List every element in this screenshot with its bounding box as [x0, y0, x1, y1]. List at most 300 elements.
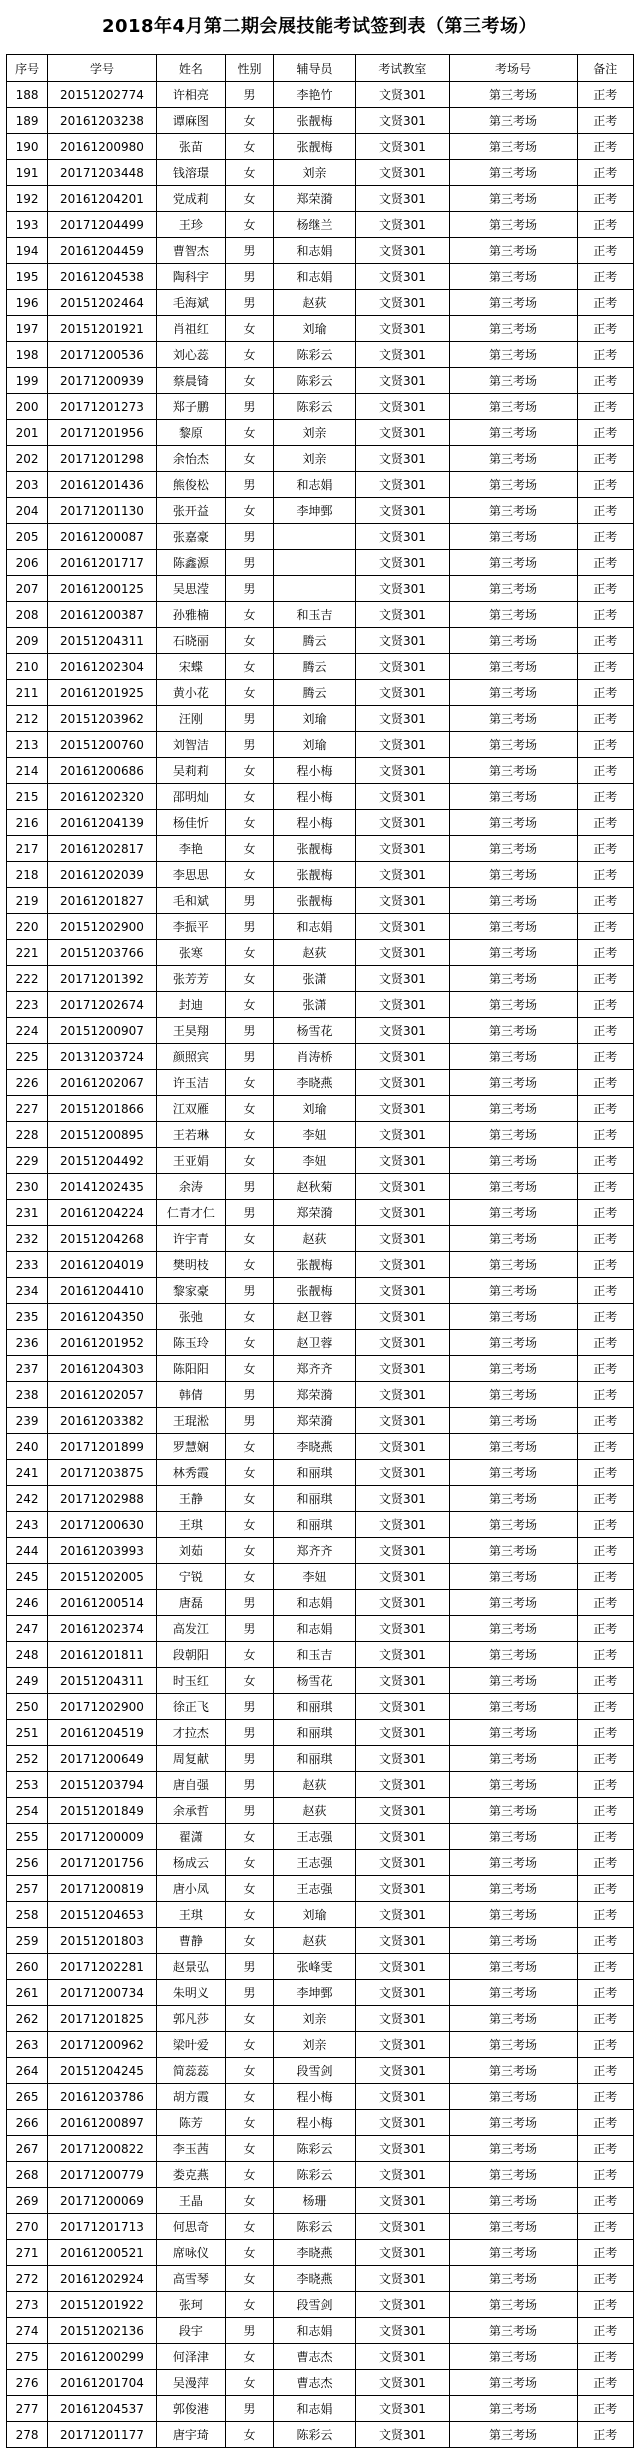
cell-seq: 252 [7, 1746, 48, 1772]
table-row [7, 1772, 634, 1798]
cell-exam-site: 第三考场 [449, 1850, 577, 1876]
cell-name: 王静 [156, 1486, 225, 1512]
cell-seq: 224 [7, 1018, 48, 1044]
cell-exam-room: 文贤301 [356, 1824, 449, 1850]
cell-exam-site: 第三考场 [449, 186, 577, 212]
cell-student-id: 20171204499 [48, 212, 156, 238]
cell-student-id: 20161201827 [48, 888, 156, 914]
cell-gender: 男 [226, 82, 274, 108]
cell-name: 娄克燕 [156, 2162, 225, 2188]
cell-name: 刘茹 [156, 1538, 225, 1564]
cell-student-id: 20161201436 [48, 472, 156, 498]
cell-gender: 女 [226, 2058, 274, 2084]
cell-exam-room: 文贤301 [356, 2162, 449, 2188]
cell-name: 宋蝶 [156, 654, 225, 680]
cell-student-id: 20171200939 [48, 368, 156, 394]
cell-gender: 女 [226, 2188, 274, 2214]
table-header-row [7, 55, 634, 82]
cell-student-id: 20171203875 [48, 1460, 156, 1486]
cell-remark: 正考 [577, 2318, 633, 2344]
cell-name: 林秀霞 [156, 1460, 225, 1486]
cell-exam-room: 文贤301 [356, 1746, 449, 1772]
cell-name: 孙雅楠 [156, 602, 225, 628]
cell-gender: 男 [226, 732, 274, 758]
cell-exam-room: 文贤301 [356, 706, 449, 732]
cell-seq: 274 [7, 2318, 48, 2344]
cell-gender: 女 [226, 2370, 274, 2396]
cell-exam-room: 文贤301 [356, 342, 449, 368]
cell-name: 颜照宾 [156, 1044, 225, 1070]
cell-name: 王昊翔 [156, 1018, 225, 1044]
cell-counselor: 李妞 [273, 1148, 355, 1174]
cell-student-id: 20161202304 [48, 654, 156, 680]
cell-gender: 男 [226, 914, 274, 940]
cell-name: 郑子鹏 [156, 394, 225, 420]
cell-counselor: 张靓梅 [273, 888, 355, 914]
cell-counselor: 王志强 [273, 1876, 355, 1902]
cell-counselor: 王志强 [273, 1850, 355, 1876]
cell-remark: 正考 [577, 1044, 633, 1070]
cell-exam-room: 文贤301 [356, 940, 449, 966]
cell-exam-room: 文贤301 [356, 1408, 449, 1434]
cell-gender: 女 [226, 446, 274, 472]
cell-exam-site: 第三考场 [449, 602, 577, 628]
cell-seq: 242 [7, 1486, 48, 1512]
cell-exam-site: 第三考场 [449, 264, 577, 290]
cell-remark: 正考 [577, 264, 633, 290]
table-row [7, 1668, 634, 1694]
cell-name: 吴漫萍 [156, 2370, 225, 2396]
table-row [7, 2058, 634, 2084]
cell-exam-room: 文贤301 [356, 1668, 449, 1694]
cell-name: 许相亮 [156, 82, 225, 108]
table-body [7, 82, 634, 2448]
cell-name: 王若琳 [156, 1122, 225, 1148]
cell-counselor: 张潇 [273, 966, 355, 992]
table-row [7, 212, 634, 238]
table-row [7, 992, 634, 1018]
cell-gender: 女 [226, 1148, 274, 1174]
cell-seq: 246 [7, 1590, 48, 1616]
cell-exam-site: 第三考场 [449, 1356, 577, 1382]
cell-remark: 正考 [577, 524, 633, 550]
cell-student-id: 20161204537 [48, 2396, 156, 2422]
cell-exam-site: 第三考场 [449, 1408, 577, 1434]
cell-student-id: 20151203794 [48, 1772, 156, 1798]
table-row [7, 1226, 634, 1252]
cell-seq: 247 [7, 1616, 48, 1642]
cell-name: 刘智洁 [156, 732, 225, 758]
cell-name: 张弛 [156, 1304, 225, 1330]
cell-remark: 正考 [577, 186, 633, 212]
cell-exam-site: 第三考场 [449, 1668, 577, 1694]
cell-remark: 正考 [577, 1200, 633, 1226]
cell-exam-site: 第三考场 [449, 82, 577, 108]
cell-exam-room: 文贤301 [356, 758, 449, 784]
cell-exam-site: 第三考场 [449, 446, 577, 472]
cell-gender: 女 [226, 498, 274, 524]
cell-exam-room: 文贤301 [356, 1252, 449, 1278]
cell-gender: 女 [226, 2110, 274, 2136]
cell-remark: 正考 [577, 368, 633, 394]
cell-name: 张寒 [156, 940, 225, 966]
cell-remark: 正考 [577, 1564, 633, 1590]
cell-exam-site: 第三考场 [449, 2240, 577, 2266]
cell-seq: 214 [7, 758, 48, 784]
cell-remark: 正考 [577, 134, 633, 160]
cell-exam-site: 第三考场 [449, 1798, 577, 1824]
cell-name: 王珍 [156, 212, 225, 238]
header-exam-site: 考场号 [449, 55, 577, 82]
cell-remark: 正考 [577, 1694, 633, 1720]
cell-remark: 正考 [577, 1798, 633, 1824]
cell-exam-site: 第三考场 [449, 940, 577, 966]
cell-name: 梁叶爱 [156, 2032, 225, 2058]
cell-seq: 251 [7, 1720, 48, 1746]
cell-name: 石晓丽 [156, 628, 225, 654]
cell-exam-site: 第三考场 [449, 108, 577, 134]
cell-name: 樊明枝 [156, 1252, 225, 1278]
cell-counselor: 李晓燕 [273, 1434, 355, 1460]
cell-exam-room: 文贤301 [356, 238, 449, 264]
cell-exam-site: 第三考场 [449, 1486, 577, 1512]
cell-counselor: 陈彩云 [273, 2214, 355, 2240]
cell-counselor: 刘瑜 [273, 316, 355, 342]
cell-exam-site: 第三考场 [449, 2162, 577, 2188]
cell-student-id: 20161204538 [48, 264, 156, 290]
cell-seq: 243 [7, 1512, 48, 1538]
cell-gender: 女 [226, 1252, 274, 1278]
cell-name: 陈鑫源 [156, 550, 225, 576]
table-row [7, 160, 634, 186]
cell-student-id: 20161200521 [48, 2240, 156, 2266]
cell-remark: 正考 [577, 160, 633, 186]
cell-exam-room: 文贤301 [356, 2006, 449, 2032]
cell-student-id: 20161201925 [48, 680, 156, 706]
table-row [7, 1018, 634, 1044]
cell-seq: 269 [7, 2188, 48, 2214]
table-row [7, 1382, 634, 1408]
cell-counselor: 刘亲 [273, 2032, 355, 2058]
cell-seq: 205 [7, 524, 48, 550]
cell-exam-room: 文贤301 [356, 1928, 449, 1954]
cell-seq: 220 [7, 914, 48, 940]
cell-counselor: 陈彩云 [273, 2422, 355, 2448]
cell-remark: 正考 [577, 940, 633, 966]
table-row [7, 1304, 634, 1330]
cell-student-id: 20171201713 [48, 2214, 156, 2240]
cell-name: 韩倩 [156, 1382, 225, 1408]
cell-seq: 208 [7, 602, 48, 628]
cell-remark: 正考 [577, 2136, 633, 2162]
cell-counselor: 和志娟 [273, 238, 355, 264]
cell-seq: 213 [7, 732, 48, 758]
cell-gender: 男 [226, 472, 274, 498]
cell-student-id: 20151204268 [48, 1226, 156, 1252]
cell-student-id: 20151202464 [48, 290, 156, 316]
cell-gender: 女 [226, 784, 274, 810]
table-row [7, 1954, 634, 1980]
cell-remark: 正考 [577, 2188, 633, 2214]
table-row [7, 2084, 634, 2110]
cell-remark: 正考 [577, 1824, 633, 1850]
table-row [7, 316, 634, 342]
cell-counselor: 和志娟 [273, 2318, 355, 2344]
cell-name: 毛海斌 [156, 290, 225, 316]
cell-counselor: 赵荻 [273, 940, 355, 966]
cell-name: 唐自强 [156, 1772, 225, 1798]
cell-gender: 女 [226, 810, 274, 836]
cell-exam-site: 第三考场 [449, 1460, 577, 1486]
cell-seq: 219 [7, 888, 48, 914]
cell-remark: 正考 [577, 82, 633, 108]
cell-name: 谭麻图 [156, 108, 225, 134]
cell-name: 封迪 [156, 992, 225, 1018]
cell-exam-room: 文贤301 [356, 2188, 449, 2214]
table-row [7, 1616, 634, 1642]
cell-student-id: 20171201756 [48, 1850, 156, 1876]
cell-exam-site: 第三考场 [449, 1642, 577, 1668]
cell-exam-site: 第三考场 [449, 966, 577, 992]
cell-exam-site: 第三考场 [449, 524, 577, 550]
cell-student-id: 20161201811 [48, 1642, 156, 1668]
cell-counselor: 李晓燕 [273, 1070, 355, 1096]
cell-counselor: 李妞 [273, 1122, 355, 1148]
cell-counselor: 陈彩云 [273, 394, 355, 420]
cell-exam-site: 第三考场 [449, 394, 577, 420]
cell-seq: 239 [7, 1408, 48, 1434]
cell-exam-site: 第三考场 [449, 212, 577, 238]
table-row [7, 1720, 634, 1746]
table-row [7, 1798, 634, 1824]
cell-counselor: 赵秋菊 [273, 1174, 355, 1200]
cell-gender: 女 [226, 2422, 274, 2448]
cell-exam-room: 文贤301 [356, 2136, 449, 2162]
cell-counselor: 郑荣漪 [273, 1408, 355, 1434]
cell-name: 唐宇琦 [156, 2422, 225, 2448]
cell-seq: 211 [7, 680, 48, 706]
cell-exam-site: 第三考场 [449, 1538, 577, 1564]
cell-counselor: 赵荻 [273, 1772, 355, 1798]
cell-exam-room: 文贤301 [356, 914, 449, 940]
cell-seq: 256 [7, 1850, 48, 1876]
cell-counselor: 程小梅 [273, 758, 355, 784]
cell-counselor: 段雪剑 [273, 2058, 355, 2084]
cell-exam-site: 第三考场 [449, 1980, 577, 2006]
cell-seq: 248 [7, 1642, 48, 1668]
cell-seq: 237 [7, 1356, 48, 1382]
cell-remark: 正考 [577, 706, 633, 732]
table-row [7, 940, 634, 966]
cell-counselor: 刘亲 [273, 2006, 355, 2032]
cell-exam-site: 第三考场 [449, 160, 577, 186]
cell-remark: 正考 [577, 1278, 633, 1304]
header-gender: 性别 [226, 55, 274, 82]
cell-gender: 女 [226, 680, 274, 706]
cell-student-id: 20141202435 [48, 1174, 156, 1200]
cell-gender: 女 [226, 1512, 274, 1538]
cell-exam-site: 第三考场 [449, 316, 577, 342]
table-row [7, 368, 634, 394]
cell-name: 王晶 [156, 2188, 225, 2214]
cell-student-id: 20161204224 [48, 1200, 156, 1226]
cell-exam-site: 第三考场 [449, 888, 577, 914]
cell-exam-site: 第三考场 [449, 368, 577, 394]
cell-counselor: 刘瑜 [273, 732, 355, 758]
cell-gender: 男 [226, 2396, 274, 2422]
cell-gender: 女 [226, 940, 274, 966]
table-row [7, 862, 634, 888]
cell-exam-room: 文贤301 [356, 498, 449, 524]
cell-exam-room: 文贤301 [356, 2318, 449, 2344]
table-row [7, 2162, 634, 2188]
header-exam-room: 考试教室 [356, 55, 449, 82]
table-row [7, 2422, 634, 2448]
cell-name: 罗慧娴 [156, 1434, 225, 1460]
cell-gender: 女 [226, 1460, 274, 1486]
cell-exam-site: 第三考场 [449, 784, 577, 810]
cell-gender: 女 [226, 368, 274, 394]
cell-exam-room: 文贤301 [356, 264, 449, 290]
cell-exam-room: 文贤301 [356, 1278, 449, 1304]
cell-counselor: 程小梅 [273, 2084, 355, 2110]
cell-seq: 191 [7, 160, 48, 186]
cell-student-id: 20161203238 [48, 108, 156, 134]
cell-exam-site: 第三考场 [449, 2084, 577, 2110]
cell-exam-site: 第三考场 [449, 1772, 577, 1798]
cell-gender: 女 [226, 1850, 274, 1876]
cell-exam-room: 文贤301 [356, 82, 449, 108]
cell-name: 黎原 [156, 420, 225, 446]
cell-name: 吴思滢 [156, 576, 225, 602]
table-row [7, 758, 634, 784]
cell-remark: 正考 [577, 1876, 633, 1902]
cell-counselor: 赵荻 [273, 1928, 355, 1954]
table-row [7, 1070, 634, 1096]
cell-exam-room: 文贤301 [356, 992, 449, 1018]
cell-gender: 男 [226, 1382, 274, 1408]
cell-remark: 正考 [577, 1226, 633, 1252]
cell-seq: 188 [7, 82, 48, 108]
cell-exam-room: 文贤301 [356, 446, 449, 472]
cell-exam-site: 第三考场 [449, 2266, 577, 2292]
cell-seq: 210 [7, 654, 48, 680]
cell-seq: 250 [7, 1694, 48, 1720]
cell-seq: 258 [7, 1902, 48, 1928]
cell-exam-room: 文贤301 [356, 1174, 449, 1200]
cell-seq: 253 [7, 1772, 48, 1798]
table-row [7, 1434, 634, 1460]
cell-student-id: 20161201952 [48, 1330, 156, 1356]
cell-name: 朱明义 [156, 1980, 225, 2006]
cell-counselor: 郑齐齐 [273, 1356, 355, 1382]
cell-counselor: 张靓梅 [273, 1252, 355, 1278]
table-row [7, 1590, 634, 1616]
cell-exam-room: 文贤301 [356, 1096, 449, 1122]
cell-student-id: 20151201803 [48, 1928, 156, 1954]
cell-seq: 212 [7, 706, 48, 732]
cell-name: 陶科宇 [156, 264, 225, 290]
cell-gender: 女 [226, 836, 274, 862]
cell-name: 简蕊蕊 [156, 2058, 225, 2084]
cell-counselor: 刘瑜 [273, 1902, 355, 1928]
cell-gender: 女 [226, 602, 274, 628]
cell-student-id: 20151200895 [48, 1122, 156, 1148]
cell-exam-room: 文贤301 [356, 550, 449, 576]
cell-exam-room: 文贤301 [356, 212, 449, 238]
cell-seq: 196 [7, 290, 48, 316]
cell-gender: 女 [226, 2136, 274, 2162]
cell-name: 江双雁 [156, 1096, 225, 1122]
cell-gender: 女 [226, 1096, 274, 1122]
cell-student-id: 20161202817 [48, 836, 156, 862]
cell-remark: 正考 [577, 1928, 633, 1954]
cell-counselor: 陈彩云 [273, 368, 355, 394]
cell-gender: 女 [226, 134, 274, 160]
cell-seq: 233 [7, 1252, 48, 1278]
cell-exam-site: 第三考场 [449, 2058, 577, 2084]
cell-counselor: 和玉吉 [273, 602, 355, 628]
cell-seq: 261 [7, 1980, 48, 2006]
cell-student-id: 20161204519 [48, 1720, 156, 1746]
cell-name: 徐正飞 [156, 1694, 225, 1720]
cell-student-id: 20161200514 [48, 1590, 156, 1616]
cell-counselor [273, 576, 355, 602]
cell-exam-site: 第三考场 [449, 1382, 577, 1408]
cell-student-id: 20151204653 [48, 1902, 156, 1928]
cell-exam-site: 第三考场 [449, 1720, 577, 1746]
cell-remark: 正考 [577, 602, 633, 628]
cell-student-id: 20171201825 [48, 2006, 156, 2032]
table-row [7, 1408, 634, 1434]
cell-gender: 男 [226, 550, 274, 576]
table-row [7, 342, 634, 368]
cell-name: 党成莉 [156, 186, 225, 212]
cell-student-id: 20161200387 [48, 602, 156, 628]
cell-gender: 女 [226, 1122, 274, 1148]
cell-student-id: 20151202136 [48, 2318, 156, 2344]
cell-exam-room: 文贤301 [356, 1876, 449, 1902]
cell-name: 钱溶璟 [156, 160, 225, 186]
cell-gender: 男 [226, 524, 274, 550]
cell-exam-site: 第三考场 [449, 1928, 577, 1954]
cell-counselor [273, 524, 355, 550]
cell-seq: 199 [7, 368, 48, 394]
header-counselor: 辅导员 [273, 55, 355, 82]
cell-remark: 正考 [577, 1070, 633, 1096]
table-row [7, 576, 634, 602]
cell-student-id: 20171200009 [48, 1824, 156, 1850]
cell-student-id: 20171201273 [48, 394, 156, 420]
cell-gender: 男 [226, 1200, 274, 1226]
cell-exam-site: 第三考场 [449, 2188, 577, 2214]
cell-gender: 男 [226, 1746, 274, 1772]
cell-student-id: 20161200299 [48, 2344, 156, 2370]
cell-counselor: 和志娟 [273, 2396, 355, 2422]
table-row [7, 498, 634, 524]
cell-gender: 女 [226, 2344, 274, 2370]
table-row [7, 1122, 634, 1148]
cell-seq: 231 [7, 1200, 48, 1226]
cell-exam-site: 第三考场 [449, 1304, 577, 1330]
cell-counselor: 和志娟 [273, 472, 355, 498]
cell-name: 王琪 [156, 1512, 225, 1538]
cell-exam-site: 第三考场 [449, 732, 577, 758]
cell-student-id: 20171200536 [48, 342, 156, 368]
cell-seq: 249 [7, 1668, 48, 1694]
cell-gender: 女 [226, 1902, 274, 1928]
cell-exam-room: 文贤301 [356, 2396, 449, 2422]
